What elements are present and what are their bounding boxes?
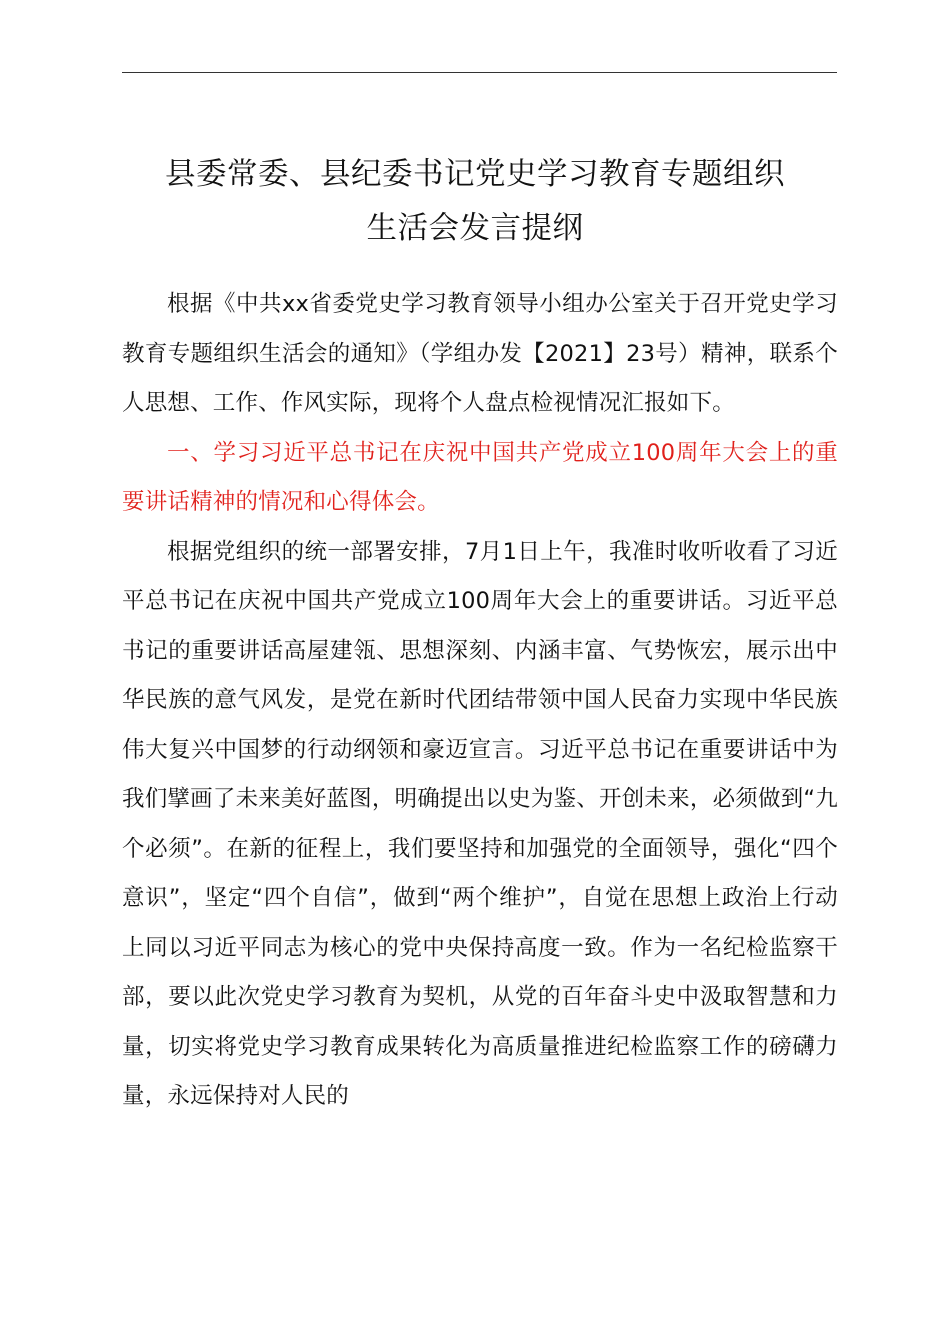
- header-divider: [122, 72, 837, 73]
- document-title: [110, 148, 840, 256]
- body-paragraph: 根据党组织的统一部署安排，7月1日上午，我准时收听收看了习近平总书记在庆祝中国共产党成立100周年大会上的重要讲话。习近平总书记的重要讲话高屋建瓴、思想深刻、内涵丰富、气势恢宏，展示出中华民族的意气风发，是党在新时代团结带领中国人民奋力实现中华民族伟大复兴中国梦的行动纲领和豪迈宣言。习近平总书记在重要讲话中为我们擘画了未来美好蓝图，明确提出以史为鉴、开创未来，必须做到“九个必须”。在新的征程上，我们要坚持和加强党的全面领导，强化“四个意识”，坚定“四个自信”，做到“两个维护”，自觉在思想上政治上行动上同以习近平同志为核心的党中央保持高度一致。作为一名纪检监察干部，要以此次党史学习教育为契机，从党的百年奋斗史中汲取智慧和力量，切实将党史学习教育成果转化为高质量推进纪检监察工作的磅礴力量，永远保持对人民的: [122, 538, 838, 1109]
- title-line-1: 县委常委、县纪委书记党史学习教育专题组织: [165, 157, 785, 192]
- document-body: [122, 280, 838, 1122]
- section-heading: 一、学习习近平总书记在庆祝中国共产党成立100周年大会上的重要讲话精神的情况和心得体会。: [122, 439, 838, 515]
- intro-paragraph: 根据《中共xx省委党史学习教育领导小组办公室关于召开党史学习教育专题组织生活会的通知》（学组办发【2021】23号）精神，联系个人思想、工作、作风实际，现将个人盘点检视情况汇报如下。: [122, 291, 838, 416]
- title-line-2: 生活会发言提纲: [366, 211, 584, 246]
